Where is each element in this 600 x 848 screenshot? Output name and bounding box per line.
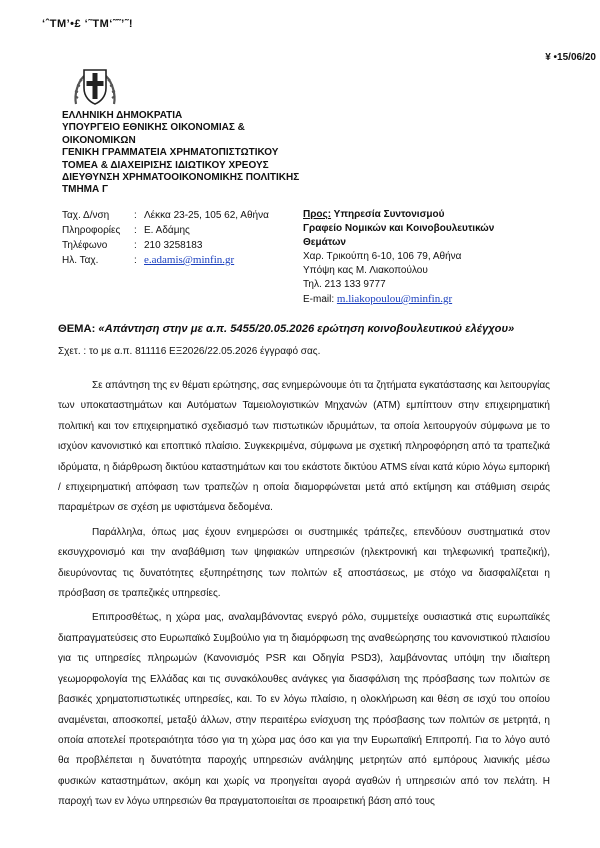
recipient-line-2: Γραφείο Νομικών και Κοινοβουλευτικών bbox=[303, 223, 495, 234]
recipient-to-label: Προς: bbox=[303, 209, 332, 220]
agency-line: ΤΜΗΜΑ Γ bbox=[62, 184, 109, 196]
contact-label: Πληροφορίες bbox=[62, 225, 121, 236]
recipient-line-3: Θεμάτων bbox=[303, 237, 346, 248]
recipient-address: Χαρ. Τρικούπη 6-10, 106 79, Αθήνα bbox=[303, 251, 462, 262]
contact-label: Τηλέφωνο bbox=[62, 240, 108, 251]
contact-separator: : bbox=[134, 210, 137, 221]
contact-value: 210 3258183 bbox=[144, 240, 203, 251]
subject-text: «Απάντηση στην με α.π. 5455/20.05.2026 ερώτηση κοινοβουλευτικού ελέγχου» bbox=[98, 323, 515, 335]
contact-row-address bbox=[62, 208, 269, 223]
recipient-phone: Τηλ. 213 133 9777 bbox=[303, 279, 386, 290]
recipient-email-label: E-mail: bbox=[303, 294, 335, 305]
body-paragraph: Σε απάντηση της εν θέματι ερώτησης, σας ενημερώνουμε ότι τα ζητήματα εγκατάστασης και λειτουργίας των υποκαταστημάτων και Αυτόματων Ταμειολογιστικών Μηχανών (ΑΤΜ) εμπίπτουν στην επιχειρηματική πολιτική και τον επιχειρηματικό σχεδιασμό των πιστωτικών ιδρυμάτων, τα οποία λειτουργούν σύμφωνα με το ισχύον κανονιστικό και εποπτικό πλαίσιο. Συγκεκριμένα, σύμφωνα με σχετική πληροφόρηση από τα τραπεζικά ιδρύματα, η διάρθρωση δικτύου καταστημάτων και του εκάστοτε δικτύου ATMS είναι κατά κύριο λόγω εμπορική / επιχειρηματική απόφαση των τραπεζών η οποία διαμορφώνεται μετά από εκτίμηση και στάθμιση σειράς παραμέτρων σε σχέση με υφιστάμενα δεδομένα. bbox=[58, 380, 550, 514]
contact-label: Ταχ. Δ/νση bbox=[62, 210, 110, 221]
subject-line bbox=[58, 323, 514, 335]
sender-email-link[interactable]: e.adamis@minfin.gr bbox=[144, 254, 235, 266]
agency-line: ΥΠΟΥΡΓΕΙΟ ΕΘΝΙΚΗΣ ΟΙΚΟΝΟΜΙΑΣ & bbox=[62, 122, 245, 134]
contact-label: Ηλ. Ταχ. bbox=[62, 255, 99, 266]
recipient-email-link[interactable]: m.liakopoulou@minfin.gr bbox=[336, 293, 453, 305]
agency-line: ΟΙΚΟΝΟΜΙΚΩΝ bbox=[62, 134, 136, 146]
reference-line: Σχετ. : το με α.π. 811116 ΕΞ2026/22.05.2026 έγγραφό σας. bbox=[58, 346, 321, 357]
recipient-line-1 bbox=[303, 208, 494, 222]
greek-coat-of-arms-icon bbox=[72, 64, 118, 110]
contact-row-phone bbox=[62, 238, 269, 253]
body-paragraph: Επιπροσθέτως, η χώρα μας, αναλαμβάνοντας ενεργό ρόλο, συμμετείχε ουσιαστικά στις ευρωπαϊκές διαπραγματεύσεις στο Ευρωπαϊκό Συμβούλιο για τη διαμόρφωση της αναθεώρησης του κανονιστικού πλαισίου για τις υπηρεσίες πληρωμών (Κανονισμός PSR και Οδηγία PSD3), λαμβάνοντας υπόψη την ιδιαίτερη γεωμορφολογία της Ελλάδας και τις συνακόλουθες ανάγκες για διασφάλιση της πρόσβασης των πολιτών σε βασικές χρηματοπιστωτικές υπηρεσίες, και. Το εν λόγω πλαίσιο, η ολοκλήρωση και θέση σε ισχύ του οποίου αναμένεται, αποσκοπεί, μεταξύ άλλων, στην περαιτέρω ενίσχυση της πρόσβασης των πολιτών σε μετρητά, η οποία αποτελεί προτεραιότητα τόσο για τη χώρα μας όσο και για την Ευρωπαϊκή Επιτροπή. Για το λόγο αυτό θα προβλέπεται η δυνατότητα παροχής υπηρεσιών ανάληψης μετρητών από εμπόρους λιανικής μέσω φυσικών καταστημάτων, ακόμη και χωρίς να προηγείται αγορά αγαθών ή υπηρεσιών από τον πελάτη. Η παροχή των εν λόγω υπηρεσιών θα πραγματοποιείται σε προαιρετική βάση από τους bbox=[58, 612, 550, 808]
contact-separator: : bbox=[134, 240, 137, 251]
agency-line: ΓΕΝΙΚΗ ΓΡΑΜΜΑΤΕΙΑ ΧΡΗΜΑΤΟΠΙΣΤΩΤΙΚΟΥ bbox=[62, 147, 279, 159]
contact-separator: : bbox=[134, 225, 137, 236]
letter-body bbox=[58, 376, 550, 817]
agency-line: ΔΙΕΥΘΥΝΣΗ ΧΡΗΜΑΤΟΟΙΚΟΝΟΜΙΚΗΣ ΠΟΛΙΤΙΚΗΣ bbox=[62, 172, 300, 184]
recipient-email-row bbox=[303, 292, 494, 307]
contact-value: Ε. Αδάμης bbox=[144, 225, 190, 236]
contact-separator: : bbox=[134, 255, 137, 266]
recipient-block bbox=[303, 208, 494, 307]
contact-row-email bbox=[62, 253, 269, 268]
agency-line: ΤΟΜΕΑ & ΔΙΑΧΕΙΡΙΣΗΣ ΙΔΙΩΤΙΚΟΥ ΧΡΕΟΥΣ bbox=[62, 159, 269, 171]
issuing-agency-block bbox=[62, 110, 299, 197]
agency-line: ΕΛΛΗΝΙΚΗ ΔΗΜΟΚΡΑΤΙΑ bbox=[62, 110, 183, 121]
contact-row-info bbox=[62, 223, 269, 238]
contact-value: Λέκκα 23-25, 105 62, Αθήνα bbox=[144, 210, 269, 221]
header-garbled-text-left: ‘ˆΤΜ’•£ ‘˜ΤΜ‘˜˜’˜! bbox=[42, 18, 134, 30]
recipient-service: Υπηρεσία Συντονισμού bbox=[333, 209, 445, 220]
sender-contact-block bbox=[62, 208, 269, 268]
header-garbled-text-right: ¥ •15/06/20 bbox=[545, 52, 596, 63]
subject-label: ΘΕΜΑ: bbox=[58, 323, 96, 335]
recipient-attention: Υπόψη κας Μ. Λιακοπούλου bbox=[303, 265, 428, 276]
body-paragraph: Παράλληλα, όπως μας έχουν ενημερώσει οι συστημικές τράπεζες, επενδύουν συστηματικά στον εκσυγχρονισμό και την αναβάθμιση των ψηφιακών υπηρεσιών (ηλεκτρονική και τηλεφωνική τραπεζική), διευρύνοντας τις δυνατότητες εξυπηρέτησης των πολιτών εξ αποστάσεως, με στόχο να διασφαλίζεται η πρόσβαση σε τραπεζικές υπηρεσίες. bbox=[58, 526, 550, 600]
